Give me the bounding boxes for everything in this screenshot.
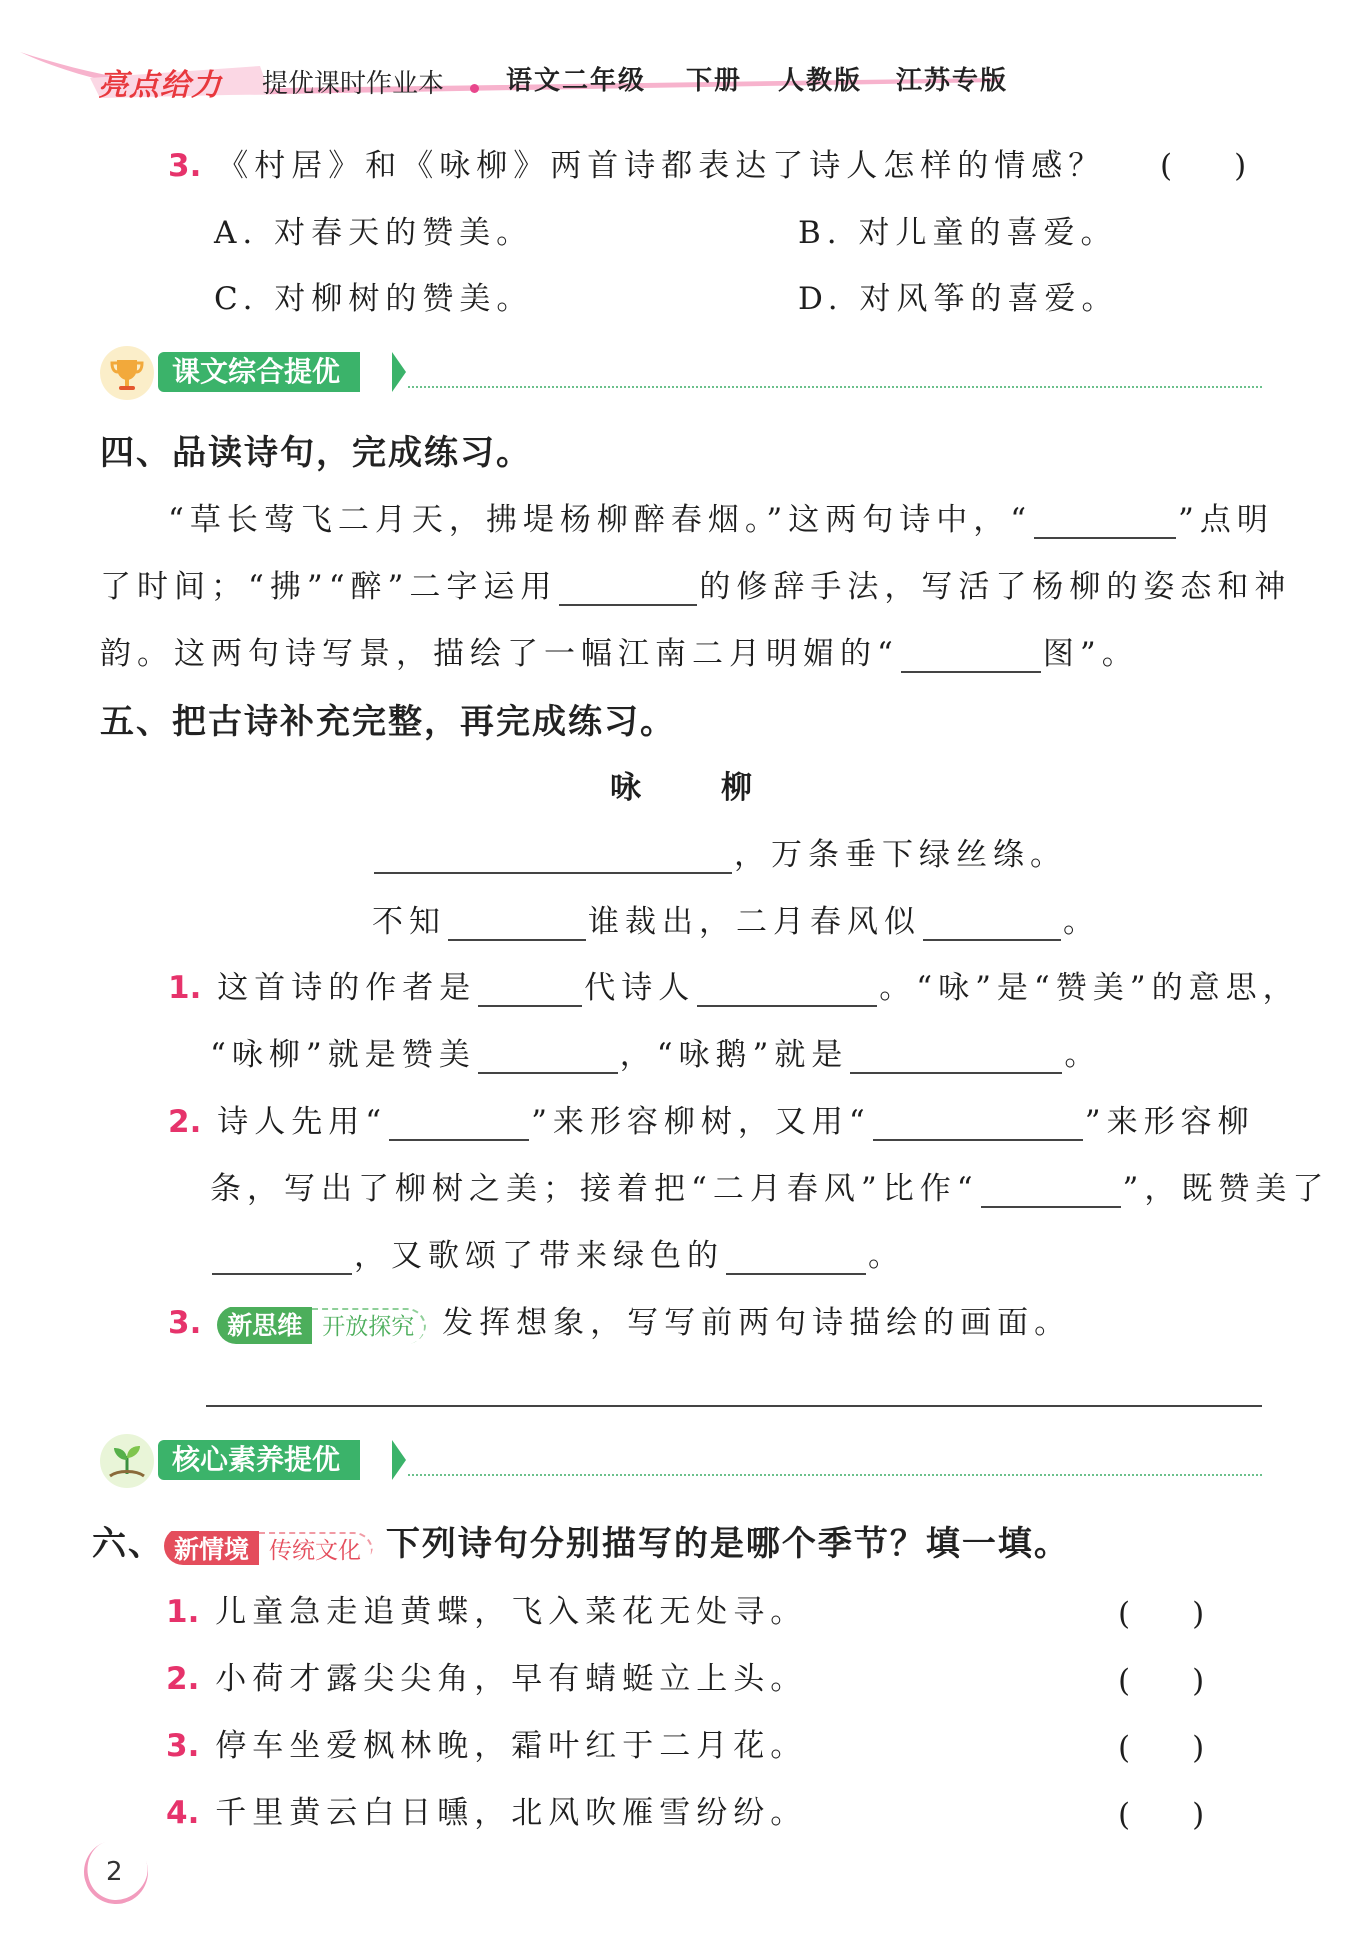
text: ，“咏鹅”就是 [619, 1037, 849, 1073]
poem-title: 咏 柳 [610, 770, 758, 806]
question-text: 《村居》和《咏柳》两首诗都表达了诗人怎样的情感？ [217, 148, 1106, 184]
sec5-q1-line-1 [168, 962, 1300, 1007]
sec5-q3-line [168, 1297, 1071, 1344]
poem-line-2 [372, 896, 1100, 941]
question-number: 3. [168, 148, 202, 184]
answer-blank[interactable] [697, 975, 877, 1007]
answer-parentheses[interactable]: ( ) [1118, 1663, 1205, 1699]
question-number: 2. [168, 1104, 202, 1140]
text: 谁裁出，二月春风似 [588, 904, 921, 940]
text: 。“咏”是“赞美”的意思， [879, 970, 1300, 1006]
section-banner-text-synthesis [100, 348, 1262, 394]
text: “草长莺飞二月天，拂堤杨柳醉春烟。”这两句诗中，“ [168, 502, 1033, 538]
answer-blank[interactable] [448, 909, 586, 941]
answer-parentheses[interactable]: ( ) [1118, 1730, 1205, 1766]
section-4-heading: 四、品读诗句，完成练习。 [100, 433, 532, 473]
sec5-q2-line-3 [210, 1230, 905, 1275]
text: “咏柳”就是赞美 [210, 1037, 476, 1073]
sprout-icon [100, 1434, 154, 1488]
text: 的修辞手法，写活了杨柳的姿态和神 [699, 569, 1292, 605]
text: 代诗人 [584, 970, 696, 1006]
poem-line: 千里黄云白日曛，北风吹雁雪纷纷。 [215, 1795, 808, 1831]
answer-blank[interactable] [478, 1042, 618, 1074]
text: 图”。 [1042, 636, 1139, 672]
text: ，万条垂下绿丝绦。 [734, 837, 1067, 873]
answer-writing-line[interactable] [206, 1405, 1262, 1407]
text: 条，写出了柳树之美；接着把“二月春风”比作“ [210, 1171, 979, 1207]
text: 。 [1064, 1037, 1102, 1073]
text: 。 [868, 1238, 905, 1274]
option-a: A. 对春天的赞美。 [214, 215, 534, 251]
new-context-tag [164, 1527, 373, 1565]
text: 韵。这两句诗写景，描绘了一幅江南二月明媚的“ [100, 636, 899, 672]
grade-label: 语文二年级 [506, 66, 647, 96]
brand-logo-text: 亮点给力 [98, 68, 222, 103]
sec4-line-2 [100, 561, 1291, 606]
sec5-q2-line-1 [168, 1096, 1255, 1141]
season-item-3 [166, 1720, 807, 1765]
sec4-line-1 [168, 494, 1274, 539]
header-dot [470, 84, 479, 93]
question-number: 1. [166, 1594, 200, 1630]
section-6-heading [92, 1516, 1070, 1565]
answer-blank[interactable] [873, 1109, 1083, 1141]
text: 了时间；“拂”“醉”二字运用 [100, 569, 558, 605]
sec5-q2-line-2 [210, 1163, 1329, 1208]
section-5-heading: 五、把古诗补充完整，再完成练习。 [100, 702, 676, 742]
poem-line-1 [372, 829, 1067, 874]
sec4-line-3 [100, 628, 1139, 673]
banner-dotted-rule [408, 1474, 1262, 1476]
option-c: C. 对柳树的赞美。 [214, 281, 534, 317]
tag-label: 新情境 [164, 1531, 259, 1565]
answer-parentheses[interactable]: ( ) [1118, 1797, 1205, 1833]
answer-blank[interactable] [374, 842, 732, 874]
section-banner-core-literacy [100, 1436, 1262, 1482]
answer-blank[interactable] [726, 1243, 866, 1275]
text: 诗人先用“ [217, 1104, 388, 1140]
question-number: 3. [168, 1305, 202, 1341]
volume-label: 下册 [686, 66, 743, 96]
banner-tip [392, 352, 406, 392]
poem-line: 停车坐爱枫林晚，霜叶红于二月花。 [215, 1728, 808, 1764]
answer-blank[interactable] [389, 1109, 529, 1141]
tag-label: 新思维 [217, 1307, 312, 1344]
answer-blank[interactable] [850, 1042, 1062, 1074]
question-number: 4. [166, 1795, 200, 1831]
option-b: B. 对儿童的喜爱。 [798, 215, 1118, 251]
banner-dotted-rule [408, 386, 1262, 388]
answer-blank[interactable] [212, 1243, 352, 1275]
question-number: 3. [166, 1728, 200, 1764]
text: ”点明 [1178, 502, 1274, 538]
text: ，又歌颂了带来绿色的 [354, 1238, 724, 1274]
text: 这首诗的作者是 [217, 970, 477, 1006]
text: ”来形容柳 [1084, 1104, 1255, 1140]
banner-label: 课文综合提优 [158, 352, 360, 392]
question-number: 1. [168, 970, 202, 1006]
text: 发挥想象，写写前两句诗描绘的画面。 [442, 1305, 1072, 1341]
trophy-icon [100, 346, 154, 400]
text: ”，既赞美了 [1122, 1171, 1330, 1207]
answer-blank[interactable] [559, 574, 697, 606]
answer-blank[interactable] [901, 641, 1041, 673]
season-item-2 [166, 1653, 807, 1698]
tag-sublabel: 传统文化 [259, 1532, 373, 1565]
answer-blank[interactable] [1034, 507, 1176, 539]
option-d: D. 对风筝的喜爱。 [798, 281, 1119, 317]
poem-line: 儿童急走追黄蝶，飞入菜花无处寻。 [215, 1594, 808, 1630]
text: ”来形容柳树，又用“ [531, 1104, 871, 1140]
sec5-q1-line-2 [210, 1029, 1101, 1074]
banner-tip [392, 1440, 406, 1480]
text: 不知 [372, 904, 446, 940]
answer-parentheses[interactable]: ( ) [1118, 1596, 1205, 1632]
poem-line: 小荷才露尖尖角，早有蜻蜓立上头。 [215, 1661, 808, 1697]
edition-label: 人教版 [778, 66, 863, 96]
banner-label: 核心素养提优 [158, 1440, 360, 1480]
tag-sublabel: 开放探究 [312, 1308, 426, 1344]
book-subtitle: 提优课时作业本 [262, 69, 445, 99]
text: 。 [1063, 904, 1100, 940]
answer-blank[interactable] [923, 909, 1061, 941]
question-3-multiple-choice [168, 140, 1105, 185]
region-label: 江苏专版 [896, 66, 1009, 96]
answer-blank[interactable] [478, 975, 582, 1007]
new-thinking-tag [217, 1306, 426, 1344]
season-item-1 [166, 1586, 807, 1631]
question-number: 2. [166, 1661, 200, 1697]
answer-parentheses[interactable]: ( ) [1160, 148, 1247, 184]
answer-blank[interactable] [981, 1176, 1121, 1208]
section-prefix: 六、 [92, 1524, 164, 1564]
season-item-4 [166, 1787, 807, 1832]
section-title: 下列诗句分别描写的是哪个季节？填一填。 [385, 1524, 1070, 1564]
page-number: 2 [106, 1857, 123, 1887]
